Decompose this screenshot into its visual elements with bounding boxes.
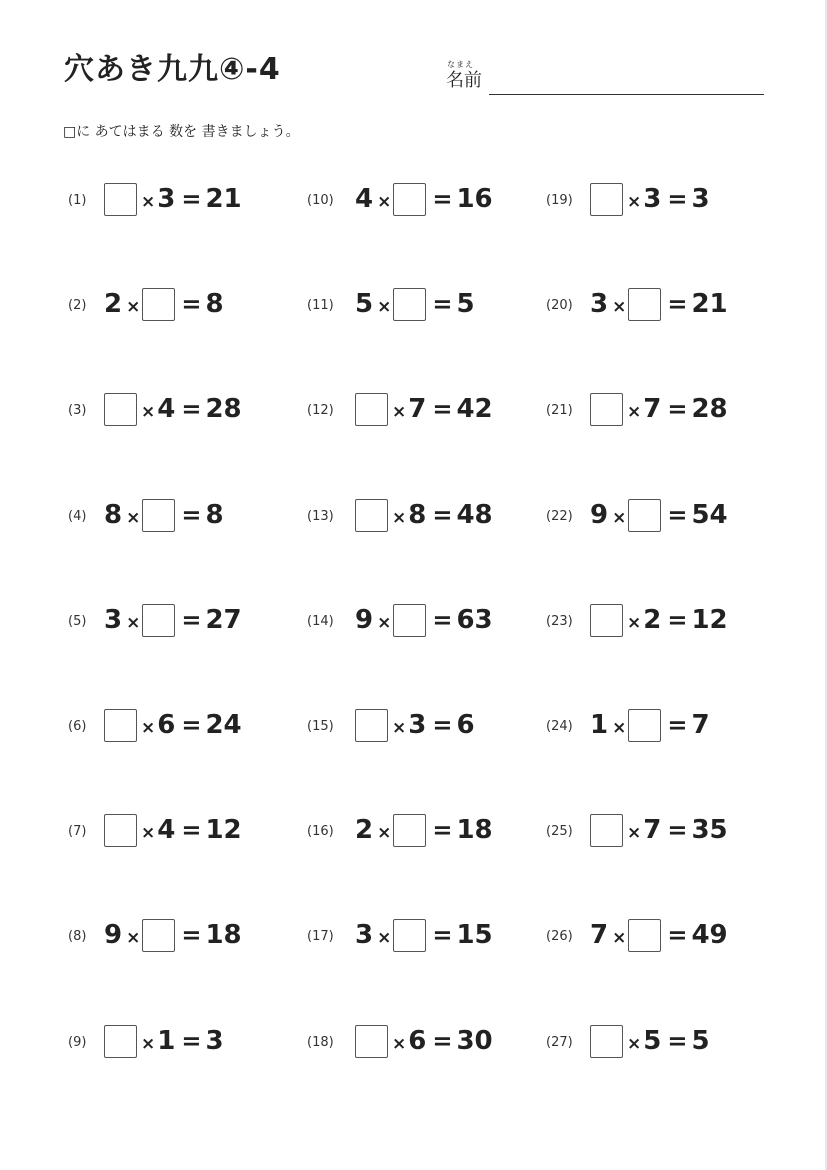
multiplicand: 4: [355, 184, 374, 214]
answer-box[interactable]: [355, 393, 388, 426]
times-sign: ×: [126, 928, 141, 948]
equation: [104, 602, 242, 638]
product: 18: [456, 815, 493, 845]
problem-number: (9): [68, 1035, 87, 1050]
multiplier: 6: [408, 1026, 427, 1056]
problem-item: [68, 602, 298, 642]
multiplicand: 3: [104, 605, 123, 635]
problem-item: [307, 286, 537, 326]
answer-box[interactable]: [142, 288, 175, 321]
equation: [590, 391, 728, 427]
answer-box[interactable]: [142, 919, 175, 952]
product: 18: [205, 920, 242, 950]
equation: [104, 181, 242, 217]
problem-item: [546, 707, 776, 747]
multiplier: 7: [643, 394, 662, 424]
answer-box[interactable]: [104, 1025, 137, 1058]
equals-sign: =: [181, 395, 202, 423]
equals-sign: =: [181, 501, 202, 529]
equals-sign: =: [667, 395, 688, 423]
equals-sign: =: [667, 290, 688, 318]
times-sign: ×: [392, 718, 407, 738]
problem-item: [307, 812, 537, 852]
problem-number: (3): [68, 403, 87, 418]
product: 16: [456, 184, 493, 214]
problem-item: [546, 917, 776, 957]
product: 54: [691, 500, 728, 530]
equals-sign: =: [432, 290, 453, 318]
answer-box[interactable]: [104, 183, 137, 216]
problem-item: [307, 497, 537, 537]
equals-sign: =: [432, 501, 453, 529]
equation: [590, 707, 710, 743]
answer-box[interactable]: [628, 919, 661, 952]
equation: [590, 917, 728, 953]
problem-item: [307, 1023, 537, 1063]
equals-sign: =: [432, 185, 453, 213]
product: 28: [691, 394, 728, 424]
equals-sign: =: [181, 711, 202, 739]
problem-number: (17): [307, 929, 334, 944]
multiplier: 3: [408, 710, 427, 740]
multiplicand: 9: [104, 920, 123, 950]
problem-number: (22): [546, 509, 573, 524]
problem-number: (15): [307, 719, 334, 734]
times-sign: ×: [377, 297, 392, 317]
equals-sign: =: [432, 711, 453, 739]
name-label: 名前: [446, 70, 482, 91]
problem-number: (20): [546, 298, 573, 313]
answer-box[interactable]: [355, 709, 388, 742]
answer-box[interactable]: [590, 393, 623, 426]
answer-box[interactable]: [104, 814, 137, 847]
equation: [590, 602, 728, 638]
problem-number: (27): [546, 1035, 573, 1050]
equation: [355, 181, 493, 217]
answer-box[interactable]: [104, 709, 137, 742]
equation: [104, 391, 242, 427]
multiplier: 4: [157, 815, 176, 845]
times-sign: ×: [612, 718, 627, 738]
times-sign: ×: [627, 192, 642, 212]
equals-sign: =: [432, 921, 453, 949]
equation: [355, 917, 493, 953]
multiplicand: 2: [355, 815, 374, 845]
equation: [104, 917, 242, 953]
answer-box[interactable]: [628, 709, 661, 742]
times-sign: ×: [126, 613, 141, 633]
times-sign: ×: [377, 823, 392, 843]
problem-number: (21): [546, 403, 573, 418]
multiplicand: 9: [590, 500, 609, 530]
problem-number: (13): [307, 509, 334, 524]
multiplicand: 9: [355, 605, 374, 635]
problem-number: (26): [546, 929, 573, 944]
problem-item: [68, 391, 298, 431]
problem-item: [307, 707, 537, 747]
problem-item: [307, 391, 537, 431]
equals-sign: =: [667, 501, 688, 529]
multiplier: 2: [643, 605, 662, 635]
times-sign: ×: [141, 1034, 156, 1054]
product: 7: [691, 710, 710, 740]
equation: [104, 497, 224, 533]
multiplicand: 3: [355, 920, 374, 950]
equals-sign: =: [432, 816, 453, 844]
product: 12: [205, 815, 242, 845]
problem-item: [307, 602, 537, 642]
equals-sign: =: [667, 185, 688, 213]
times-sign: ×: [612, 508, 627, 528]
problem-item: [68, 812, 298, 852]
multiplicand: 8: [104, 500, 123, 530]
problem-item: [307, 181, 537, 221]
answer-box[interactable]: [590, 604, 623, 637]
equation: [104, 286, 224, 322]
product: 63: [456, 605, 493, 635]
times-sign: ×: [377, 613, 392, 633]
times-sign: ×: [126, 508, 141, 528]
times-sign: ×: [392, 1034, 407, 1054]
equation: [590, 1023, 710, 1059]
equals-sign: =: [181, 816, 202, 844]
problem-item: [546, 391, 776, 431]
equation: [355, 286, 475, 322]
equals-sign: =: [667, 606, 688, 634]
equation: [590, 497, 728, 533]
answer-box[interactable]: [628, 288, 661, 321]
product: 27: [205, 605, 242, 635]
equals-sign: =: [432, 395, 453, 423]
multiplier: 1: [157, 1026, 176, 1056]
answer-box[interactable]: [142, 499, 175, 532]
answer-box[interactable]: [104, 393, 137, 426]
answer-box[interactable]: [393, 288, 426, 321]
multiplier: 5: [643, 1026, 662, 1056]
times-sign: ×: [627, 1034, 642, 1054]
equals-sign: =: [181, 1027, 202, 1055]
times-sign: ×: [141, 718, 156, 738]
problem-item: [68, 707, 298, 747]
equals-sign: =: [667, 1027, 688, 1055]
equation: [355, 602, 493, 638]
multiplicand: 5: [355, 289, 374, 319]
name-field: [446, 60, 764, 96]
multiplier: 7: [643, 815, 662, 845]
problem-item: [68, 1023, 298, 1063]
equals-sign: =: [181, 606, 202, 634]
times-sign: ×: [612, 928, 627, 948]
problem-number: (11): [307, 298, 334, 313]
name-ruby: なまえ: [447, 60, 474, 69]
answer-box[interactable]: [355, 1025, 388, 1058]
equals-sign: =: [181, 921, 202, 949]
answer-box[interactable]: [393, 919, 426, 952]
multiplier: 7: [408, 394, 427, 424]
equation: [590, 181, 710, 217]
product: 3: [691, 184, 710, 214]
equation: [355, 812, 493, 848]
problem-item: [68, 286, 298, 326]
equation: [104, 812, 242, 848]
multiplier: 6: [157, 710, 176, 740]
equals-sign: =: [181, 185, 202, 213]
problem-item: [546, 286, 776, 326]
times-sign: ×: [627, 613, 642, 633]
answer-box[interactable]: [590, 814, 623, 847]
problem-number: (23): [546, 614, 573, 629]
times-sign: ×: [377, 192, 392, 212]
multiplier: 3: [643, 184, 662, 214]
problem-number: (4): [68, 509, 87, 524]
problem-number: (7): [68, 824, 87, 839]
problem-number: (25): [546, 824, 573, 839]
product: 8: [205, 500, 224, 530]
problem-item: [546, 812, 776, 852]
problem-item: [68, 181, 298, 221]
problem-number: (6): [68, 719, 87, 734]
answer-box[interactable]: [355, 499, 388, 532]
multiplicand: 2: [104, 289, 123, 319]
times-sign: ×: [141, 823, 156, 843]
product: 5: [456, 289, 475, 319]
product: 42: [456, 394, 493, 424]
problem-item: [307, 917, 537, 957]
answer-box[interactable]: [628, 499, 661, 532]
answer-box[interactable]: [393, 814, 426, 847]
equation: [355, 707, 475, 743]
equals-sign: =: [667, 816, 688, 844]
product: 3: [205, 1026, 224, 1056]
times-sign: ×: [627, 402, 642, 422]
problem-number: (5): [68, 614, 87, 629]
equation: [355, 391, 493, 427]
problem-item: [546, 602, 776, 642]
problem-number: (19): [546, 193, 573, 208]
equation: [590, 286, 728, 322]
product: 15: [456, 920, 493, 950]
product: 6: [456, 710, 475, 740]
product: 24: [205, 710, 242, 740]
times-sign: ×: [141, 192, 156, 212]
equation: [104, 1023, 224, 1059]
times-sign: ×: [392, 402, 407, 422]
product: 49: [691, 920, 728, 950]
problem-number: (16): [307, 824, 334, 839]
problem-number: (8): [68, 929, 87, 944]
problem-item: [546, 1023, 776, 1063]
instruction-text: □に あてはまる 数を 書きましょう。: [63, 124, 300, 140]
product: 28: [205, 394, 242, 424]
answer-box[interactable]: [590, 183, 623, 216]
problem-item: [546, 497, 776, 537]
name-write-line[interactable]: [489, 94, 764, 95]
product: 48: [456, 500, 493, 530]
product: 8: [205, 289, 224, 319]
multiplicand: 7: [590, 920, 609, 950]
times-sign: ×: [627, 823, 642, 843]
problem-number: (2): [68, 298, 87, 313]
equation: [590, 812, 728, 848]
equals-sign: =: [667, 711, 688, 739]
times-sign: ×: [377, 928, 392, 948]
multiplier: 8: [408, 500, 427, 530]
multiplier: 3: [157, 184, 176, 214]
times-sign: ×: [612, 297, 627, 317]
problem-item: [68, 917, 298, 957]
equals-sign: =: [667, 921, 688, 949]
product: 35: [691, 815, 728, 845]
equation: [355, 497, 493, 533]
answer-box[interactable]: [393, 604, 426, 637]
answer-box[interactable]: [142, 604, 175, 637]
multiplier: 4: [157, 394, 176, 424]
problem-number: (18): [307, 1035, 334, 1050]
problem-item: [68, 497, 298, 537]
equals-sign: =: [432, 606, 453, 634]
multiplicand: 3: [590, 289, 609, 319]
answer-box[interactable]: [590, 1025, 623, 1058]
product: 5: [691, 1026, 710, 1056]
problem-number: (12): [307, 403, 334, 418]
problem-item: [546, 181, 776, 221]
problem-number: (24): [546, 719, 573, 734]
times-sign: ×: [126, 297, 141, 317]
times-sign: ×: [392, 508, 407, 528]
problem-number: (14): [307, 614, 334, 629]
product: 12: [691, 605, 728, 635]
problem-number: (1): [68, 193, 87, 208]
answer-box[interactable]: [393, 183, 426, 216]
times-sign: ×: [141, 402, 156, 422]
equals-sign: =: [432, 1027, 453, 1055]
page-title: 穴あき九九④-4: [64, 52, 281, 87]
problem-number: (10): [307, 193, 334, 208]
product: 21: [691, 289, 728, 319]
product: 30: [456, 1026, 493, 1056]
equation: [355, 1023, 493, 1059]
multiplicand: 1: [590, 710, 609, 740]
equals-sign: =: [181, 290, 202, 318]
equation: [104, 707, 242, 743]
product: 21: [205, 184, 242, 214]
